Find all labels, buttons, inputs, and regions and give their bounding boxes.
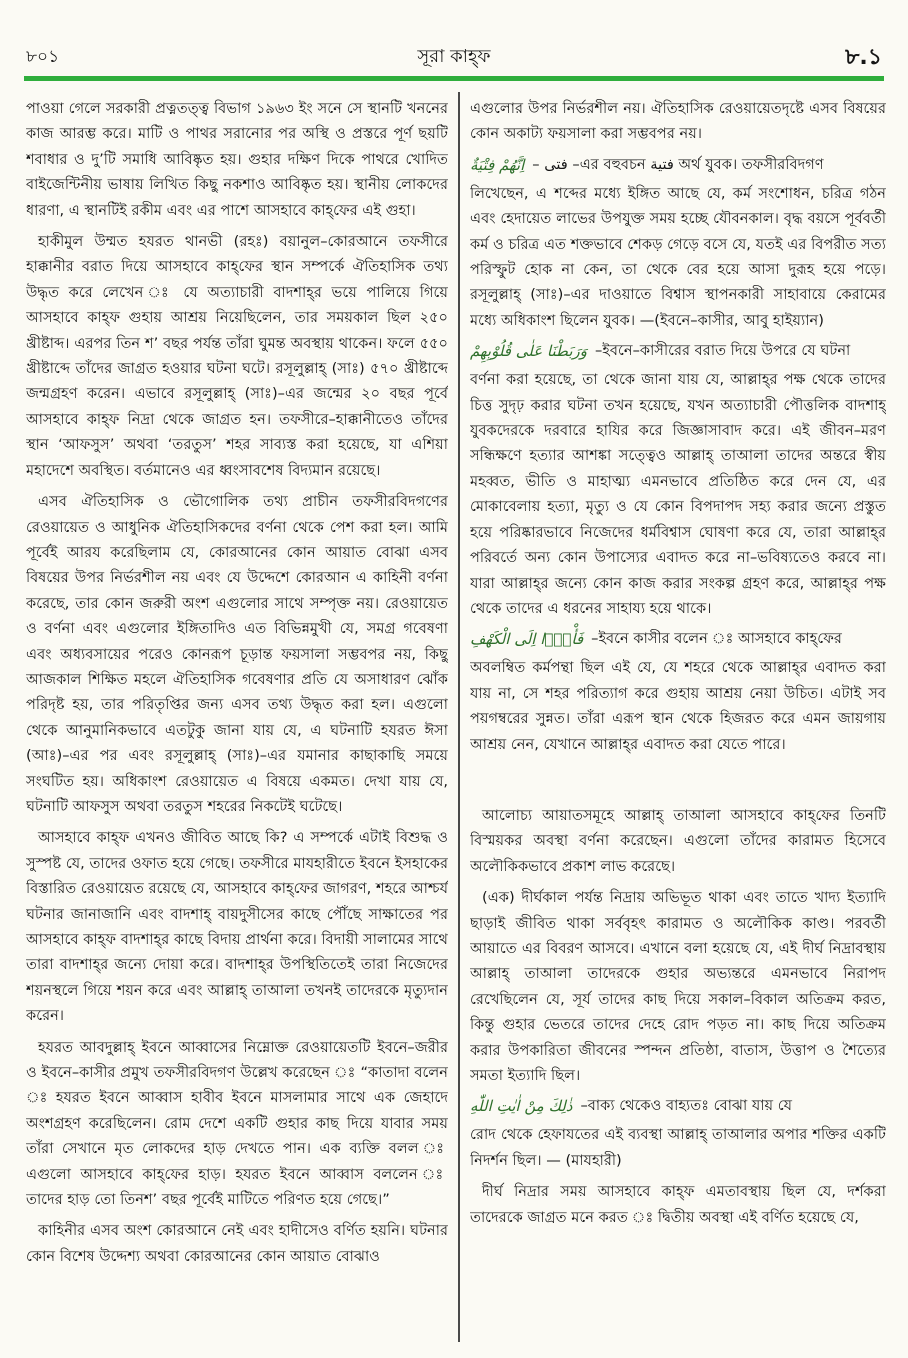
running-title: সূরা কাহ্‌ফ <box>417 46 491 67</box>
paragraph: দীর্ঘ নিদ্রার সময় আসহাবে কাহ্‌ফ এমতাবস্থায় ছিল যে, দর্শকরা তাদেরকে জাগ্রত মনে করত ঃ দ্বিতীয় অবস্থা এই বর্ণিত হয়েছে যে, <box>470 1183 886 1226</box>
paragraph: লিখেছেন, এ শব্দের মধ্যে ইঙ্গিত আছে যে, কর্ম সংশোধন, চরিত্র গঠন এবং হেদায়েত লাভের উপযুক্ত সময় হচ্ছে যৌবনকাল। বৃদ্ধ বয়সে পূর্ববর্তী কর্ম ও চরিত্র এত শক্তভাবে শেকড় গেড়ে বসে যে, যতই এর বিপরীত সত্য পরিস্ফুট হোক না কেন, তা থেকে বের হয়ে আসা দুরূহ হয়ে পড়ে। রসূলুল্লাহ্‌ (সাঃ)–এর দাওয়াতে বিশ্বাস স্থাপনকারী সাহাবায়ে কেরামের মধ্যে অধিকাংশ ছিলেন যুবক। —(ইবনে–কাসীর, আবু হাইয়্যান) <box>470 184 886 329</box>
arabic-phrase: وَرَبَطْنَا عَلٰى قُلُوْبِهِمْ <box>470 342 587 361</box>
left-column <box>26 96 448 1346</box>
phrase-explanation: –বাক্য থেকেও বাহ্যতঃ বোঝা যায় যে <box>580 1097 793 1115</box>
paragraph: পাওয়া গেলে সরকারী প্রত্নতত্ত্ব বিভাগ ১৯৬৩ ইং সনে সে স্থানটি খননের কাজ আরম্ভ করে। মাটি ও পাথর সরানোর পর অস্থি ও প্রস্তরে পূর্ণ ছয়টি শবাধার ও দু’টি সমাধি আবিষ্কৃত হয়। গুহার দক্ষিণ দিকে পাথরে খোদিত বাইজেন্টিনীয় ভাষায় লিখিত কিছু নকশাও আবিষ্কৃত হয়। স্থানীয় লোকদের ধারণা, এ স্থানটিই রকীম এবং এর পাশে আসহাবে কাহ্‌ফের এই গুহা। <box>26 100 448 219</box>
paragraph: কাহিনীর এসব অংশ কোরআনে নেই এবং হাদীসেও বর্ণিত হয়নি। ঘটনার কোন বিশেষ উদ্দেশ্য অথবা কোরআনের কোন আয়াত বোঝাও <box>26 1222 448 1265</box>
paragraph: হাকীমুল উম্মত হযরত থানভী (রহঃ) বয়ানুল–কোরআনে তফসীরে হাক্কানীর বরাত দিয়ে আসহাবে কাহ্‌ফের স্থান সম্পর্কে ঐতিহাসিক তথ্য উদ্ধৃত করে লেখেন ঃ যে অত্যাচারী বাদশাহ্‌র ভয়ে পালিয়ে গিয়ে আসহাবে কাহ্‌ফ গুহায় আশ্রয় নিয়েছিলেন, তার সময়কাল ছিল ২৫০ খ্রীষ্টাব্দ। এরপর তিন শ’ বছর পর্যন্ত তাঁরা ঘুমন্ত অবস্থায় থাকেন। ফলে ৫৫০ খ্রীষ্টাব্দে তাঁদের জাগ্রত হওয়ার ঘটনা ঘটে। রসূলুল্লাহ্‌ (সাঃ) ৫৭০ খ্রীষ্টাব্দে জন্মগ্রহণ করেন। এভাবে রসূলুল্লাহ্‌ (সাঃ)–এর জন্মের ২০ বছর পূর্বে আসহাবে কাহ্‌ফ নিদ্রা থেকে জাগ্রত হন। তফসীরে–হাক্কানীতেও তাঁদের স্থান ‘আফসুস’ অথবা ‘তরতুস’ শহর সাব্যস্ত করা হয়েছে, যা এশিয়া মহাদেশে অবস্থিত। বর্তমানেও এর ধ্বংসাবশেষ বিদ্যমান রয়েছে। <box>26 233 448 479</box>
arabic-phrase: ذٰلِكَ مِنْ اٰيٰتِ اللّٰهِ <box>470 1097 573 1116</box>
page-number-right: ৮.১ <box>845 45 882 70</box>
right-column <box>470 96 886 1346</box>
paragraph: হযরত আবদুল্লাহ্‌ ইবনে আব্বাসের নিম্নোক্ত রেওয়ায়েতটি ইবনে–জরীর ও ইবনে–কাসীর প্রমুখ তফসীরবিদগণ উল্লেখ করেছেন ঃ “কাতাদা বলেন ঃ হযরত ইবনে আব্বাস হাবীব ইবনে মাসলামার সাথে এক জেহাদে অংশগ্রহণ করেছিলেন। রোম দেশে একটি গুহার কাছ দিয়ে যাবার সময় তাঁরা সেখানে মৃত লোকদের হাড় দেখতে পান। এক ব্যক্তি বলল ঃ এগুলো আসহাবে কাহ্‌ফের হাড়। হযরত ইবনে আব্বাস বললেন ঃ তাদের হাড় তো তিনশ’ বছর পূর্বেই মাটিতে পরিণত হয়ে গেছে।” <box>26 1038 448 1209</box>
quran-phrase-line <box>470 337 886 365</box>
quran-phrase-line <box>470 1092 886 1120</box>
page-number-left: ৮০১ <box>26 47 60 67</box>
paragraph: এগুলোর উপর নির্ভরশীল নয়। ঐতিহাসিক রেওয়ায়েতদৃষ্টে এসব বিষয়ের কোন অকাট্য ফয়সালা করা সম্ভবপর নয়। <box>470 100 886 143</box>
column-divider <box>458 92 460 1342</box>
arabic-phrase: فَأْوٗۤا اِلَى الْكَهْفِ <box>470 630 584 649</box>
paragraph: (এক) দীর্ঘকাল পর্যন্ত নিদ্রায় অভিভূত থাকা এবং তাতে খাদ্য ইত্যাদি ছাড়াই জীবিত থাকা সর্ববৃহৎ কারামত ও অলৌকিক কাণ্ড। পরবর্তী আয়াতে এর বিবরণ আসবে। এখানে বলা হয়েছে যে, এই দীর্ঘ নিদ্রাবস্থায় আল্লাহ্‌ তাআলা তাদেরকে গুহার অভ্যন্তরে এমনভাবে নিরাপদ রেখেছিলেন যে, সূর্য তাদের কাছ দিয়ে সকাল–বিকাল অতিক্রম করত, কিন্তু গুহার ভেতরে তাদের দেহে রোদ পড়ত না। কাছ দিয়ে অতিক্রম করার উপকারিতা জীবনের স্পন্দন প্রতিষ্ঠা, বাতাস, উত্তাপ ও শৈত্যের সমতা ইত্যাদি ছিল। <box>470 889 886 1084</box>
page-header <box>0 0 908 82</box>
paragraph: এসব ঐতিহাসিক ও ভৌগোলিক তথ্য প্রাচীন তফসীরবিদগণের রেওয়ায়েত ও আধুনিক ঐতিহাসিকদের বর্ণনা থেকে পেশ করা হল। আমি পূর্বেই আরয করেছিলাম যে, কোরআনের কোন আয়াত বোঝা এসব বিষয়ের উপর নির্ভরশীল নয় এবং যে উদ্দেশে কোরআন এ কাহিনী বর্ণনা করেছে, তার কোন জরুরী অংশ এগুলোর সাথে সম্পৃক্ত নয়। রেওয়ায়েত ও বর্ণনা এবং এগুলোর ইঙ্গিতাদিও এত বিভিন্নমুখী যে, সমগ্র গবেষণা এবং অধ্যবসায়ের পরেও কোনরূপ চূড়ান্ত ফয়সালা সম্ভবপর নয়, কিছু আজকাল শিক্ষিত মহলে ঐতিহাসিক গবেষণার প্রতি যে অসাধারণ ঝোঁক পরিদৃষ্ট হয়, তার পরিতৃপ্তির জন্য এসব তথ্য উদ্ধৃত করা হল। এগুলো থেকে আনুমানিকভাবে এতটুকু জানা যায় যে, এ ঘটনাটি হযরত ঈসা (আঃ)–এর পর এবং রসূলুল্লাহ্‌ (সাঃ)–এর যমানার কাছাকাছি সময়ে সংঘটিত হয়। অধিকাংশ রেওয়ায়েত এ বিষয়ে একমত। দেখা যায় যে, ঘটনাটি আফসুস অথবা তরতুস শহরের নিকটেই ঘটেছে। <box>26 493 448 815</box>
quran-phrase-line <box>470 151 886 179</box>
arabic-phrase: اِنَّهُمْ فِتْيَةٌ <box>470 155 525 174</box>
phrase-explanation: –ইবনে–কাসীরের বরাত দিয়ে উপরে যে ঘটনা <box>594 342 851 360</box>
paragraph: অবলম্বিত কর্মপন্থা ছিল এই যে, যে শহরে থেকে আল্লাহ্‌র এবাদত করা যায় না, সে শহর পরিত্যাগ করে গুহায় আশ্রয় নেয়া উচিত। এটাই সব পয়গম্বরের সুন্নত। তাঁরা এরূপ স্থান থেকে হিজরত করে এমন জায়গায় আশ্রয় নেন, যেখানে আল্লাহ্‌র এবাদত করা যেতে পারে। <box>470 659 886 753</box>
header-rule <box>24 76 884 81</box>
paragraph: রোদ থেকে হেফাযতের এই ব্যবস্থা আল্লাহ্‌ তাআলার অপার শক্তির একটি নিদর্শন ছিল। — (মাযহারী) <box>470 1126 886 1169</box>
paragraph: বর্ণনা করা হয়েছে, তা থেকে জানা যায় যে, আল্লাহ্‌র পক্ষ থেকে তাদের চিত্ত সুদৃঢ় করার ঘটনা তখন হয়েছে, যখন অত্যাচারী পৌত্তলিক বাদশাহ্‌ যুবকদেরকে দরবারে হাযির করে জিজ্ঞাসাবাদ করে। এই জীবন–মরণ সন্ধিক্ষণে হত্যার আশঙ্কা সত্ত্বেও আল্লাহ্‌ তাআলা তাদের অন্তরে স্বীয় মহব্বত, ভীতি ও মাহাত্ম্য এমনভাবে প্রতিষ্ঠিত করে দেন যে, এর মোকাবেলায় হত্যা, মৃত্যু ও যে কোন বিপদাপদ সহ্য করার জন্যে প্রস্তুত হয়ে পরিষ্কারভাবে নিজেদের ধর্মবিশ্বাস ঘোষণা করে যে, তারা আল্লাহ্‌র পরিবর্তে অন্য কোন উপাস্যের এবাদত করে না–ভবিষ্যতেও করবে না। যারা আল্লাহ্‌র জন্যে কোন কাজ করার সংকল্প গ্রহণ করে, আল্লাহ্‌র পক্ষ থেকে তাদের এ ধরনের সাহায্য হয়ে থাকে। <box>470 371 886 617</box>
paragraph: আলোচ্য আয়াতসমূহে আল্লাহ্‌ তাআলা আসহাবে কাহ্‌ফের তিনটি বিস্ময়কর অবস্থা বর্ণনা করেছেন। এগুলো তাঁদের কারামত হিসেবে অলৌকিকভাবে প্রকাশ লাভ করেছে। <box>470 806 886 875</box>
phrase-explanation: – فتى –এর বহুবচন فتية অর্থ যুবক। তফসীরবিদগণ <box>532 155 824 173</box>
quran-phrase-line <box>470 625 886 653</box>
paragraph: আসহাবে কাহ্‌ফ এখনও জীবিত আছে কি? এ সম্পর্কে এটাই বিশুদ্ধ ও সুস্পষ্ট যে, তাদের ওফাত হয়ে গেছে। তফসীরে মাযহারীতে ইবনে ইসহাকের বিস্তারিত রেওয়ায়েত রয়েছে যে, আসহাবে কাহ্‌ফের জাগরণ, শহরে আশ্চর্য ঘটনার জানাজানি এবং বাদশাহ্‌ বায়দুসীসের কাছে পৌঁছে সাক্ষাতের পর আসহাবে কাহ্‌ফ বাদশাহ্‌র কাছে বিদায় প্রার্থনা করে। বিদায়ী সালামের সাথে তারা বাদশাহ্‌র জন্যে দোয়া করে। বাদশাহ্‌র উপস্থিতিতেই তারা নিজেদের শয়নস্থলে গিয়ে শয়ন করে এবং আল্লাহ্‌ তাআলা তখনই তাদেরকে মৃত্যুদান করেন। <box>26 829 448 1025</box>
phrase-explanation: –ইবনে কাসীর বলেন ঃ আসহাবে কাহ্‌ফের <box>591 630 842 648</box>
